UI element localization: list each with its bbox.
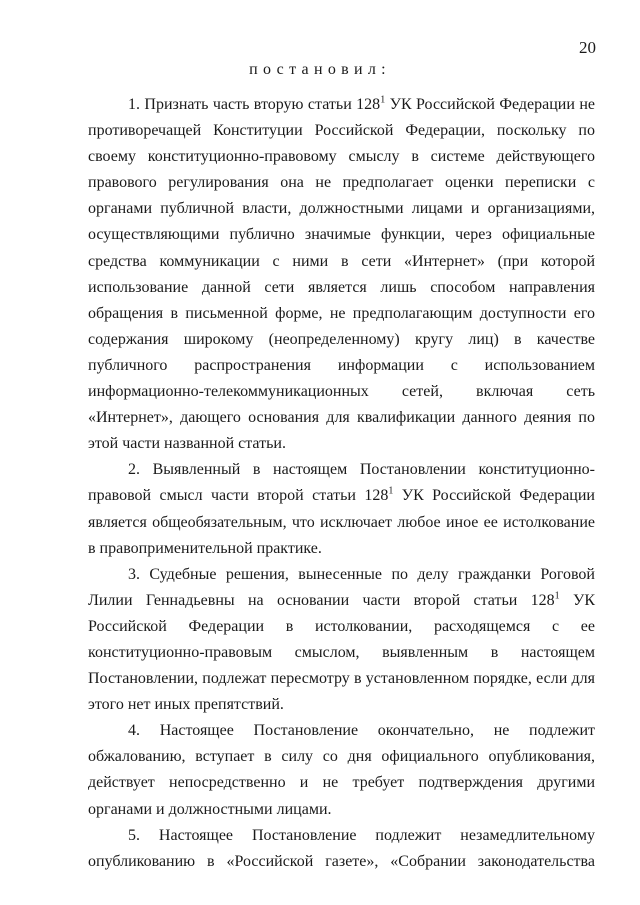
paragraph-2 xyxy=(88,457,595,561)
paragraph-2-superscript: 1 xyxy=(388,486,394,498)
paragraph-1-text-cont: УК Российской Федерации не противоречащей Конституции Российской Федерации, поскольку по своему конституционно-правовому смыслу в системе действующего правового регулирования она не предполагает оценки переписки с органами публичной власти, должностными лицами и организациями, осуществляющими публично значимые функции, через официальные средства коммуникации с ними в сети «Интернет» (при которой использование данной сети является лишь способом направления обращения в письменной форме, не предполагающим доступности его содержания широкому (неопределенному) кругу лиц) в качестве публичного распространения информации с использованием информационно-телекоммуникационных сетей, включая сеть «Интернет», дающего основания для квалификации данного деяния по этой части названной статьи. xyxy=(88,96,595,453)
paragraph-1 xyxy=(88,92,595,457)
paragraph-4 xyxy=(88,718,595,822)
resolution-heading: постановил: xyxy=(249,61,391,78)
paragraph-5-text: 5. Настоящее Постановление подлежит незамедлительному опубликованию в «Российской газете», «Собрании законодательства xyxy=(88,826,595,870)
paragraph-3-superscript: 1 xyxy=(554,590,560,602)
paragraph-3-text: 3. Судебные решения, вынесенные по делу гражданки Роговой Лилии Геннадьевны на основании части второй статьи 128 xyxy=(88,565,595,609)
paragraph-2-text-cont: УК Российской Федерации является общеобязательным, что исключает любое иное ее истолкование в правоприменительной практике. xyxy=(88,487,595,557)
paragraph-3 xyxy=(88,562,595,719)
document-body xyxy=(88,92,595,875)
paragraph-1-text: 1. Признать часть вторую статьи 128 xyxy=(128,96,381,113)
paragraph-5 xyxy=(88,823,595,875)
page-number: 20 xyxy=(579,38,596,57)
paragraph-1-superscript: 1 xyxy=(380,94,386,106)
paragraph-2-text: 2. Выявленный в настоящем Постановлении конституционно-правовой смысл части второй статьи 128 xyxy=(88,461,595,505)
paragraph-4-text: 4. Настоящее Постановление окончательно, не подлежит обжалованию, вступает в силу со дня официального опубликования, действует непосредственно и не требует подтверждения другими органами и должностными лицами. xyxy=(88,722,595,818)
paragraph-3-text-cont: УК Российской Федерации в истолковании, расходящемся с ее конституционно-правовым смыслом, выявленным в настоящем Постановлении, подлежат пересмотру в установленном порядке, если для этого нет иных препятствий. xyxy=(88,591,596,714)
